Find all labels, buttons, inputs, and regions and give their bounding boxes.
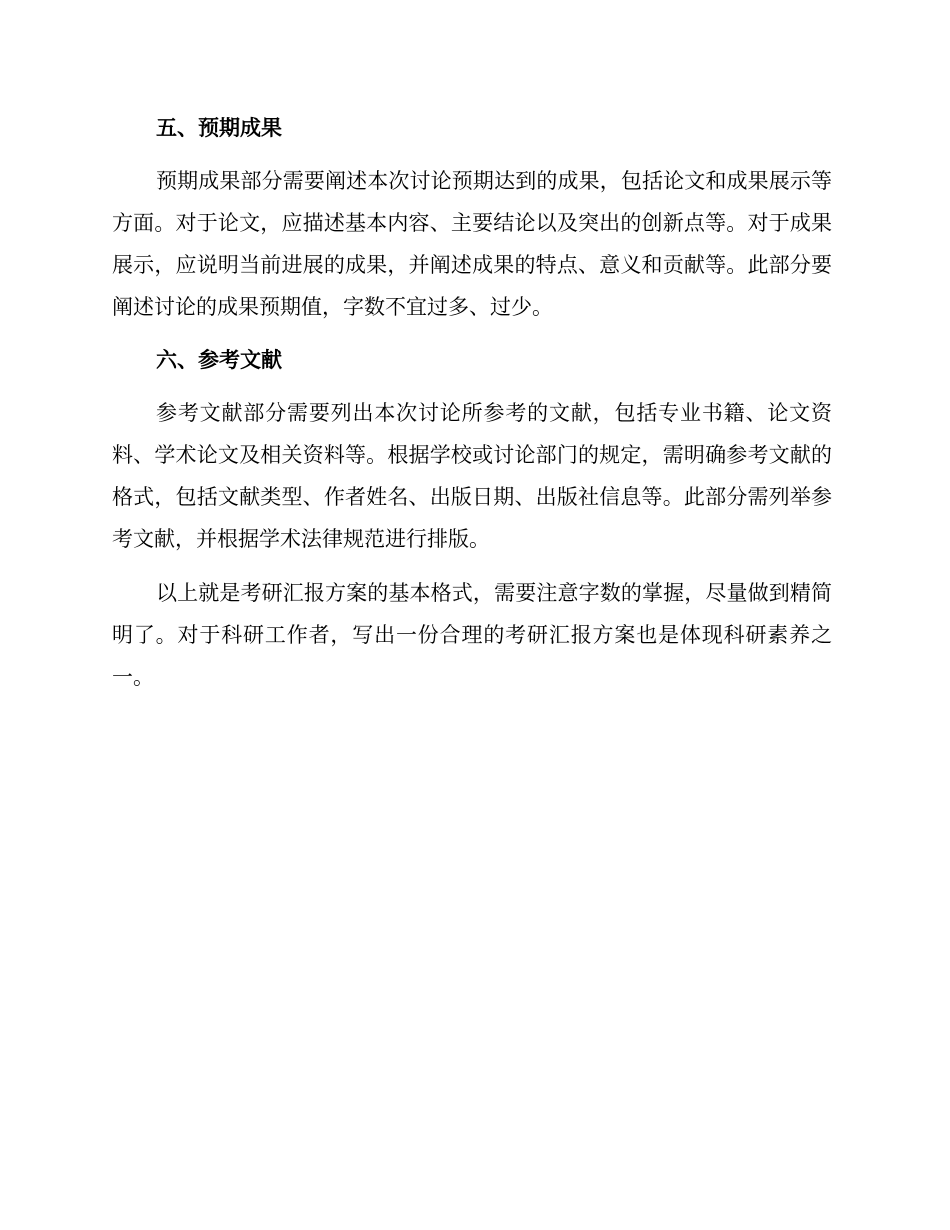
section-paragraph-references: 参考文献部分需要列出本次讨论所参考的文献，包括专业书籍、论文资料、学术论文及相关资料等。根据学校或讨论部门的规定，需明确参考文献的格式，包括文献类型、作者姓名、出版日期、出版社信息等。此部分需列举参考文献，并根据学术法律规范进行排版。 — [112, 401, 832, 551]
section-heading-references: 六、参考文献 — [156, 348, 282, 372]
section-paragraph-expected-results: 预期成果部分需要阐述本次讨论预期达到的成果，包括论文和成果展示等方面。对于论文，应描述基本内容、主要结论以及突出的创新点等。对于成果展示，应说明当前进展的成果，并阐述成果的特点、意义和贡献等。此部分要阐述讨论的成果预期值，字数不宜过多、过少。 — [112, 169, 832, 319]
closing-paragraph: 以上就是考研汇报方案的基本格式，需要注意字数的掌握，尽量做到精简明了。对于科研工作者，写出一份合理的考研汇报方案也是体现科研素养之一。 — [112, 581, 832, 689]
document-body — [112, 108, 832, 710]
section-heading-expected-results: 五、预期成果 — [156, 116, 282, 140]
